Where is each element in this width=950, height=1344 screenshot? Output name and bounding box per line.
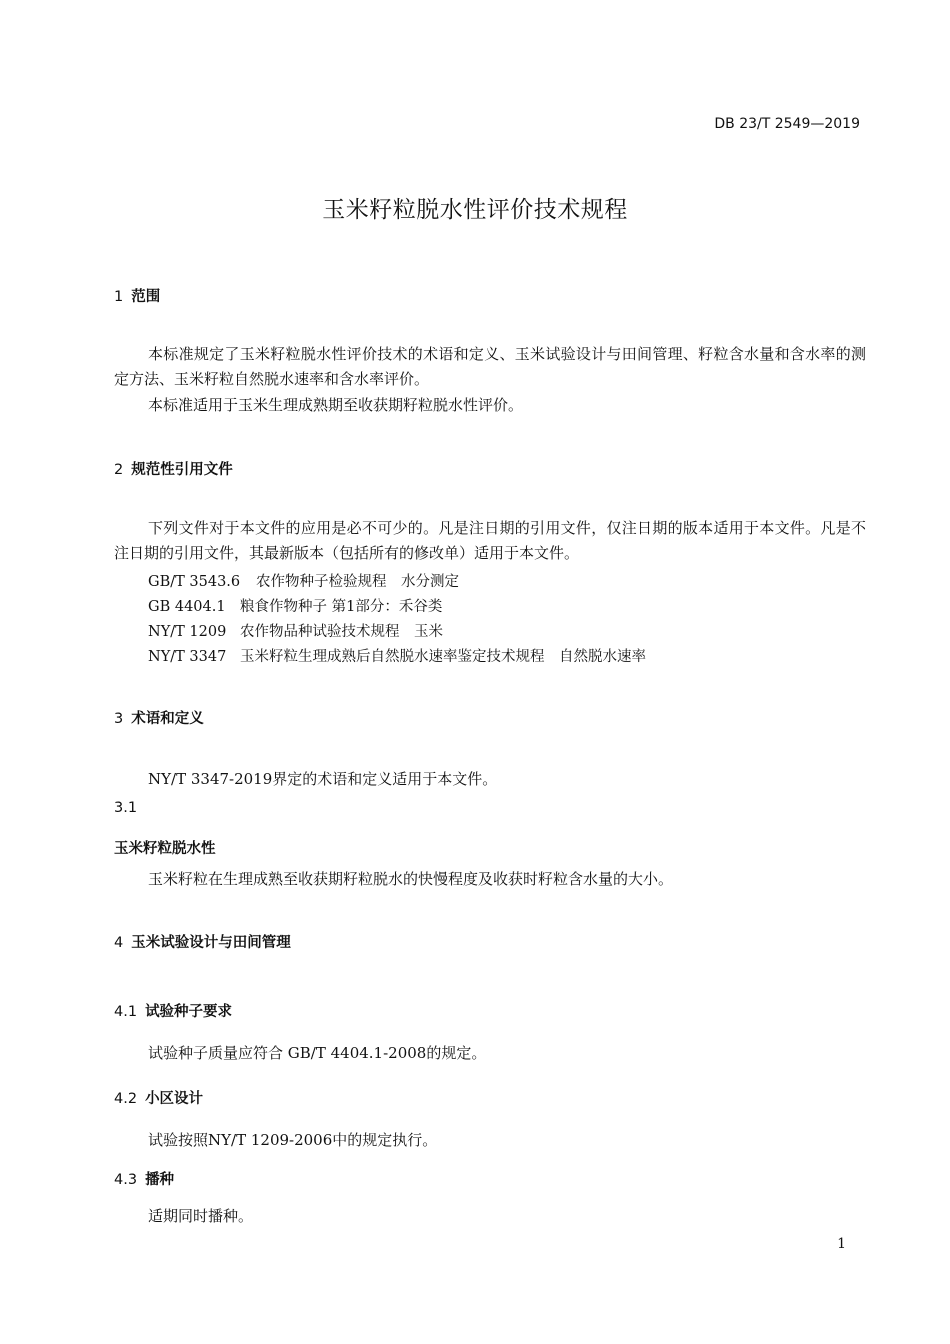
term-number: 3.1: [114, 800, 138, 816]
reference-code: NY/T 1209: [148, 624, 227, 640]
seed-requirement-text: 试验种子质量应符合 GB/T 4404.1-2008的规定。: [148, 1044, 487, 1062]
section-heading-terms: [114, 707, 204, 728]
section-title: 规范性引用文件: [131, 462, 233, 478]
subsection-number: 4.1: [114, 1004, 138, 1020]
section-number: 4: [114, 935, 124, 951]
subsection-title: 小区设计: [145, 1091, 204, 1107]
reference-item: [148, 645, 646, 666]
standard-code: DB 23/T 2549—2019: [714, 116, 860, 132]
scope-paragraph-2: 本标准适用于玉米生理成熟期至收获期籽粒脱水性评价。: [148, 396, 524, 414]
reference-title: 粮食作物种子 第1部分：禾谷类: [240, 599, 443, 615]
section-title: 范围: [131, 289, 161, 305]
section-title: 术语和定义: [131, 711, 204, 727]
reference-code: GB 4404.1: [148, 599, 226, 615]
section-title: 玉米试验设计与田间管理: [131, 935, 291, 951]
reference-code: NY/T 3347: [148, 649, 227, 665]
subsection-heading-sowing: [114, 1168, 174, 1189]
subsection-title: 播种: [145, 1172, 175, 1188]
reference-item: [148, 570, 459, 591]
terms-paragraph: NY/T 3347-2019界定的术语和定义适用于本文件。: [148, 770, 498, 788]
reference-title: 农作物品种试验技术规程 玉米: [240, 624, 443, 640]
section-number: 3: [114, 711, 124, 727]
subsection-heading-seed: [114, 1000, 232, 1021]
term-definition: 玉米籽粒在生理成熟至收获期籽粒脱水的快慢程度及收获时籽粒含水量的大小。: [148, 870, 674, 888]
reference-item: [148, 620, 443, 641]
section-heading-scope: [114, 285, 160, 306]
term-name: 玉米籽粒脱水性: [114, 841, 216, 857]
plot-design-text: 试验按照NY/T 1209-2006中的规定执行。: [148, 1131, 438, 1149]
subsection-title: 试验种子要求: [145, 1004, 233, 1020]
section-heading-normative: [114, 458, 233, 479]
reference-title: 农作物种子检验规程 水分测定: [256, 574, 459, 590]
reference-title: 玉米籽粒生理成熟后自然脱水速率鉴定技术规程 自然脱水速率: [240, 649, 646, 665]
section-number: 2: [114, 462, 124, 478]
section-heading-design: [114, 931, 291, 952]
sowing-text: 适期同时播种。: [148, 1207, 254, 1225]
document-title: 玉米籽粒脱水性评价技术规程: [322, 197, 628, 223]
reference-code: GB/T 3543.6: [148, 574, 241, 590]
scope-paragraph-1: 本标准规定了玉米籽粒脱水性评价技术的术语和定义、玉米试验设计与田间管理、籽粒含水量和含水率的测定方法、玉米籽粒自然脱水速率和含水率评价。: [114, 345, 866, 388]
subsection-heading-plot: [114, 1087, 203, 1108]
normative-paragraph: 下列文件对于本文件的应用是必不可少的。凡是注日期的引用文件，仅注日期的版本适用于本文件。凡是不注日期的引用文件，其最新版本（包括所有的修改单）适用于本文件。: [114, 519, 866, 562]
subsection-number: 4.2: [114, 1091, 138, 1107]
reference-item: [148, 595, 442, 616]
page-number: 1: [837, 1236, 846, 1252]
section-number: 1: [114, 289, 124, 305]
subsection-number: 4.3: [114, 1172, 138, 1188]
